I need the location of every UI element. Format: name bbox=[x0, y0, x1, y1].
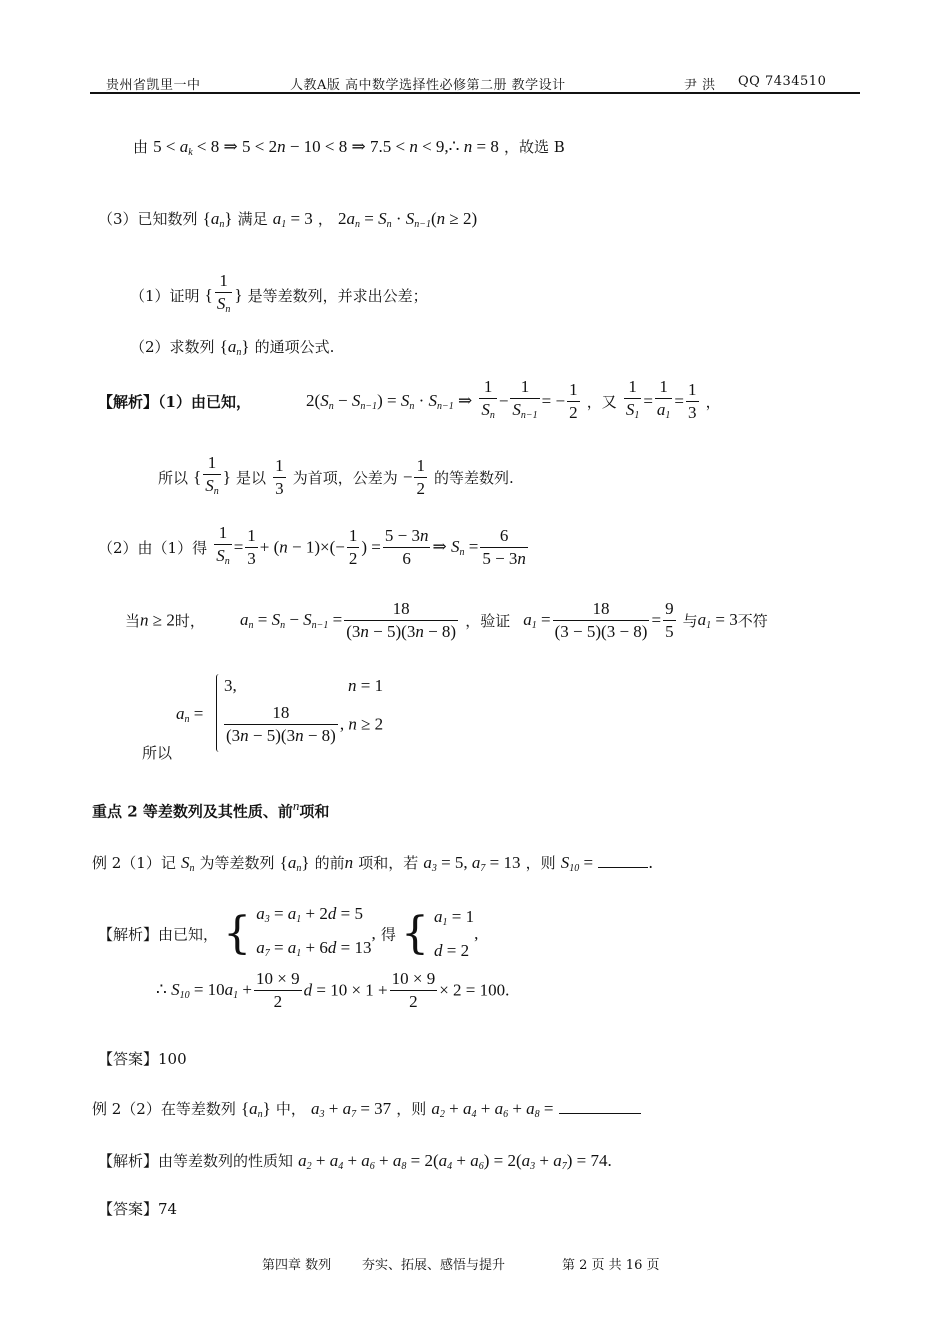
answer-1: 【答案】100 bbox=[98, 1050, 187, 1068]
example-2-1: 例 2（1）记 $S_n$ 为等差数列 $\{a_n\}$ 的前n 项和，若 $a_3 = 5$, $a_7 = 13$ ，则 $S_{10}$ = . bbox=[92, 853, 654, 874]
header-book: 人教A版 高中数学选择性必修第二册 教学设计 bbox=[290, 78, 566, 93]
line-conclusion-n8: 由 $5 < a_k < 8$ ⇒ 5 < 2n − 10 < 8 ⇒ 7.5 < n < 9,∴ n = 8 ，故选 B bbox=[133, 137, 565, 158]
footer-page: 第 2 页 共 16 页 bbox=[562, 1258, 660, 1273]
section-heading: 重点 2 等差数列及其性质、前$^n$项和 bbox=[92, 798, 330, 821]
footer-motto: 夯实、拓展、感悟与提升 bbox=[362, 1258, 506, 1273]
example-2-1-calc: ∴ $S_{10} = 10a_1$ + $\frac{10 \times 9}{2}$ d = 10 × 1 + $\frac{10 \times 9}{2}$ × 2 = 100. bbox=[156, 969, 510, 1011]
solution-suoyi-label: 所以 bbox=[142, 744, 173, 762]
problem-3-part1: （1）证明 { $\frac{1}{S_n}$ } 是等差数列，并求出公差； bbox=[130, 271, 428, 315]
solution-part1-conclusion: 所以 { $\frac{1}{S_n}$ } 是以 $\frac{1}{3}$ 为首项，公差为 − $\frac{1}{2}$ 的等差数列. bbox=[158, 453, 514, 498]
header-author: 尹 洪 bbox=[684, 78, 716, 93]
example-2-2-solution: 【解析】由等差数列的性质知 $a_2 + a_4 + a_6 + a_8 = 2(a_4 + a_6) = 2(a_3 + a_7) = 74$. bbox=[98, 1151, 612, 1172]
example-2-1-solution: 【解析】由已知， { $a_3 = a_1 + 2d = 5$ $a_7 = a_1 + 6d = 13$ , 得 { $a_1 = 1$ d = 2 , bbox=[98, 904, 479, 960]
solution-part2-line: （2）由（1）得 $\frac{1}{S_n}$ = $\frac{1}{3}$ + (n − 1)×(− $\frac{1}{2}$ ) = $\frac{5 - 3n}{6}$ ⇒ $S_n$ = $\frac{6}{5 - 3n}$ bbox=[98, 523, 526, 568]
header-rule bbox=[90, 92, 860, 94]
problem-3-part2: （2）求数列 $\{a_n\}$ 的通项公式. bbox=[130, 337, 335, 358]
solution-an-line: 当n ≥ 2时， $a_n = S_n - S_{n-1}$ = $\frac{18}{(3n - 5)(3n - 8)}$ ，验证 $a_1$ = $\frac{18}{(3 - 5)(3 - 8)}$ = $\frac{9}{5}$ 与$a_1 = 3$不符 bbox=[125, 599, 768, 641]
footer-chapter: 第四章 数列 bbox=[262, 1258, 332, 1273]
solution-part1-line: 【解析】（1）由已知， $2(S_n - S_{n-1}) = S_n \cdot S_{n-1}$ ⇒ $\frac{1}{S_n}$ − $\frac{1}{S_{n-1}}$ = − $\frac{1}{2}$ ，又 $\frac{1}{S_1}$ = $\frac{1}{a_1}$ = $\frac{1}{3}$ ， bbox=[98, 377, 721, 422]
answer-2: 【答案】74 bbox=[98, 1200, 178, 1218]
header-school: 贵州省凯里一中 bbox=[106, 78, 201, 93]
example-2-2: 例 2（2）在等差数列 $\{a_n\}$ 中， $a_3 + a_7 = 37$ ，则 $a_2 + a_4 + a_6 + a_8$ = bbox=[92, 1098, 641, 1120]
problem-3-statement: （3）已知数列 $\{a_n\}$ 满足 $a_1 = 3$ ， $2a_n = S_n \cdot S_{n-1}(n \ge 2)$ bbox=[98, 209, 478, 230]
header-qq: QQ 7434510 bbox=[738, 74, 827, 89]
